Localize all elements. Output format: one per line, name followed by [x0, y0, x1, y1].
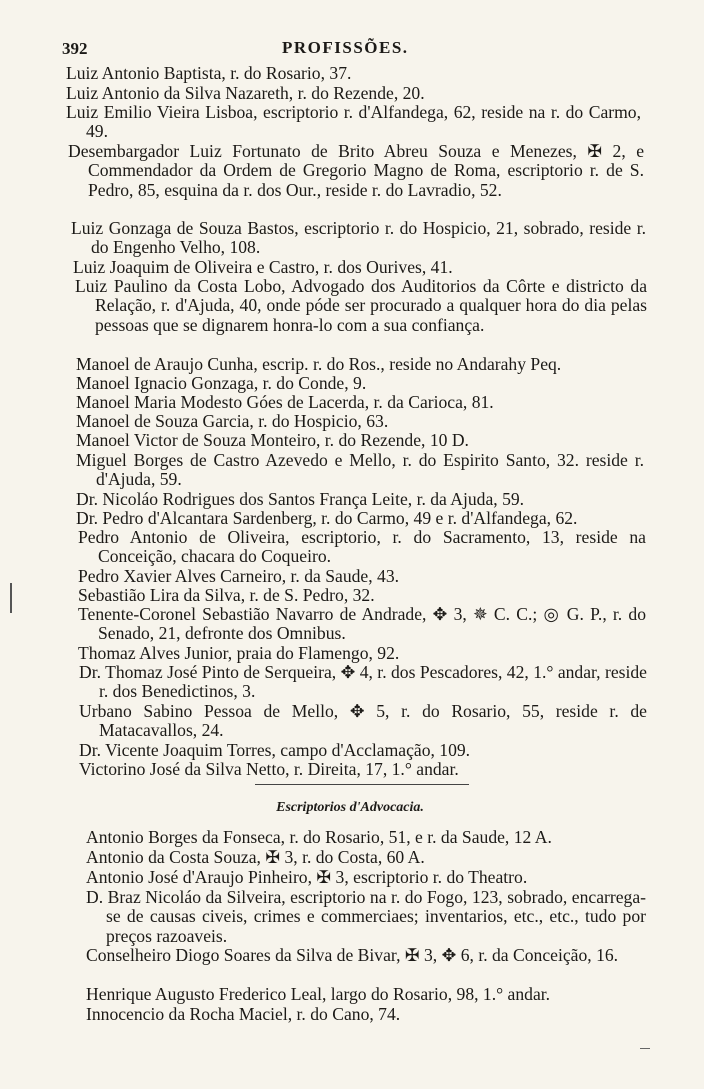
entry: Luiz Joaquim de Oliveira e Castro, r. dos Ourives, 41. [73, 257, 453, 277]
entry: Luiz Emilio Vieira Lisboa, escriptorio r. d'Alfandega, 62, reside na r. do Carmo, 49. [66, 102, 641, 142]
entry: Antonio José d'Araujo Pinheiro, ✠ 3, escriptorio r. do Theatro. [86, 867, 528, 887]
entry: Luiz Antonio Baptista, r. do Rosario, 37. [66, 63, 352, 83]
entry: Manoel Victor de Souza Monteiro, r. do Rezende, 10 D. [76, 430, 469, 450]
printer-mark [640, 1048, 650, 1049]
entry: Manoel Maria Modesto Góes de Lacerda, r. da Carioca, 81. [76, 392, 494, 412]
entry: Dr. Pedro d'Alcantara Sardenberg, r. do Carmo, 49 e r. d'Alfandega, 62. [76, 508, 578, 528]
section-divider [255, 784, 469, 785]
entry: Luiz Paulino da Costa Lobo, Advogado dos Auditorios da Côrte e districto da Relação, r. d'Ajuda, 40, onde póde ser procurado a qualquer hora do dia pelas pessoas que se dignarem honra-lo com a sua confiança. [75, 276, 647, 335]
entry: Innocencio da Rocha Maciel, r. do Cano, 74. [86, 1004, 401, 1024]
section-heading: Escriptorios d'Advocacia. [276, 800, 424, 815]
entry: D. Braz Nicoláo da Silveira, escriptorio na r. do Fogo, 123, sobrado, encarrega-se de causas civeis, crimes e commerciaes; inventarios, etc., etc., tudo por preços razoaveis. [86, 887, 646, 946]
entry: Pedro Xavier Alves Carneiro, r. da Saude, 43. [78, 566, 400, 586]
entry: Manoel Ignacio Gonzaga, r. do Conde, 9. [76, 373, 367, 393]
entry: Dr. Thomaz José Pinto de Serqueira, ✥ 4, r. dos Pescadores, 42, 1.° andar, reside r. dos Benedictinos, 3. [79, 662, 647, 702]
entry: Conselheiro Diogo Soares da Silva de Bivar, ✠ 3, ✥ 6, r. da Conceição, 16. [86, 945, 619, 965]
entry: Manoel de Araujo Cunha, escrip. r. do Ros., reside no Andarahy Peq. [76, 354, 562, 374]
page-number: 392 [62, 39, 88, 58]
entry: Sebastião Lira da Silva, r. de S. Pedro, 32. [78, 585, 375, 605]
entry: Luiz Gonzaga de Souza Bastos, escriptorio r. do Hospicio, 21, sobrado, reside r. do Engenho Velho, 108. [71, 218, 646, 258]
entry: Tenente-Coronel Sebastião Navarro de Andrade, ✥ 3, ✵ C. C.; ◎ G. P., r. do Senado, 21, defronte dos Omnibus. [78, 604, 646, 644]
margin-mark [10, 583, 12, 613]
entry: Dr. Vicente Joaquim Torres, campo d'Acclamação, 109. [79, 740, 471, 760]
entry: Desembargador Luiz Fortunato de Brito Abreu Souza e Menezes, ✠ 2, e Commendador da Ordem de Gregorio Magno de Roma, escriptorio r. de S. Pedro, 85, esquina da r. dos Our., reside r. do Lavradio, 52. [68, 141, 644, 200]
entry: Urbano Sabino Pessoa de Mello, ✥ 5, r. do Rosario, 55, reside r. de Matacavallos, 24. [79, 701, 647, 741]
entry: Pedro Antonio de Oliveira, escriptorio, r. do Sacramento, 13, reside na Conceição, chacara do Coqueiro. [78, 527, 646, 567]
entry: Dr. Nicoláo Rodrigues dos Santos França Leite, r. da Ajuda, 59. [76, 489, 525, 509]
entry: Miguel Borges de Castro Azevedo e Mello, r. do Espirito Santo, 32. reside r. d'Ajuda, 59. [76, 450, 644, 490]
entry: Thomaz Alves Junior, praia do Flamengo, 92. [78, 643, 400, 663]
entry: Antonio da Costa Souza, ✠ 3, r. do Costa, 60 A. [86, 847, 425, 867]
entry: Victorino José da Silva Netto, r. Direita, 17, 1.° andar. [79, 759, 459, 779]
running-head: PROFISSÕES. [282, 38, 409, 57]
entry: Henrique Augusto Frederico Leal, largo do Rosario, 98, 1.° andar. [86, 984, 551, 1004]
entry: Manoel de Souza Garcia, r. do Hospicio, 63. [76, 411, 389, 431]
entry: Luiz Antonio da Silva Nazareth, r. do Rezende, 20. [66, 83, 425, 103]
entry: Antonio Borges da Fonseca, r. do Rosario, 51, e r. da Saude, 12 A. [86, 827, 552, 847]
